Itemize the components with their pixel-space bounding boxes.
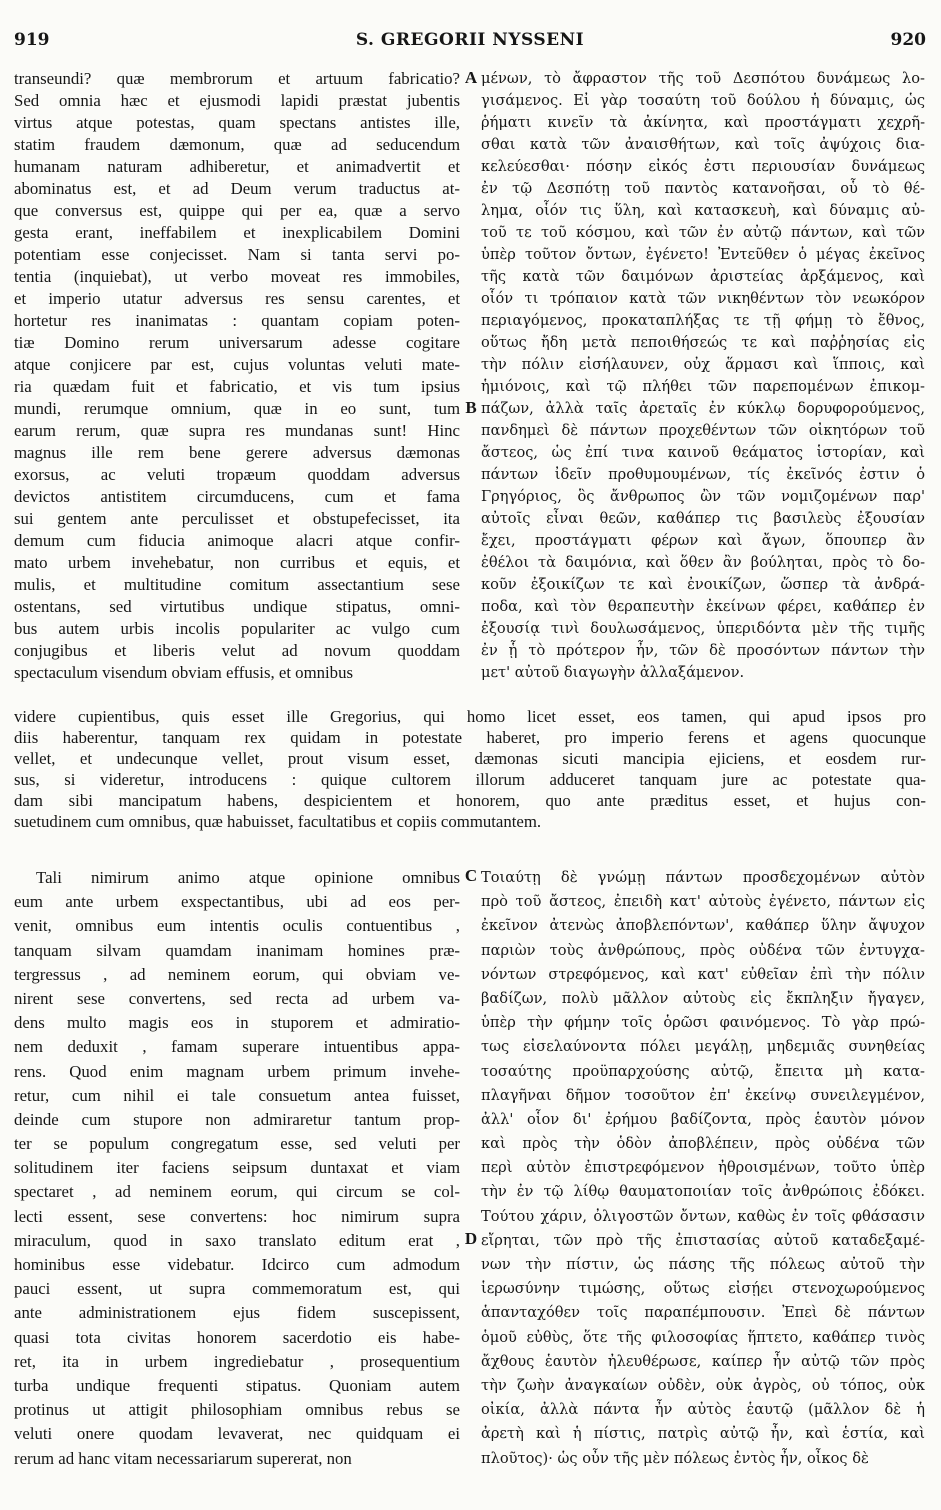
greek-line: κελεύεσθαι· πόσην εἰκός ἐστι περιουσίαν δυνάμεως [481, 158, 925, 175]
greek-column-top [481, 68, 925, 684]
latin-line: Sed omnia hæc et ejusmodi lapidi præstat jubentis [14, 91, 460, 110]
latin-full-line: vellet, et undecunque vellet, prout visum esset, dæmonas sicuti mancipia ejiciens, et eosdem rur- [14, 749, 926, 769]
latin-line: ante administrationem ejus fidem suscepissent, [14, 1303, 460, 1323]
latin-line: spectaret , ad neminem eorum, qui circum se col- [14, 1182, 460, 1202]
latin-full-width-block [14, 706, 926, 833]
latin-line: exorsus, ac veluti tropæum quoddam adversus [14, 465, 460, 484]
greek-line: Γρηγόριος, ὃς ἄνθρωπος ὢν τῶν νομιζομένων παρ' [481, 488, 925, 505]
greek-line: εἴρηται, τῶν πρὸ τῆς ἐπιστασίας αὐτοῦ καταδεξαμέ- [481, 1231, 925, 1249]
latin-line: mulis, et multitudine comitum assectantium sese [14, 575, 460, 594]
greek-line: ἐν ᾗ τὸ πρότερον ἦν, τῶν δὲ προσόντων πάντων τὴν [481, 642, 925, 659]
latin-column-bottom [14, 866, 460, 1471]
greek-line: πανδημεὶ δὲ πάντων προχεθέντων τῶν οἰκητόρων τοῦ [481, 422, 925, 439]
latin-line: hortetur res inanimatas : quantam copiam poten- [14, 311, 460, 330]
greek-line: περιαγόμενος, προκαταπλήξας τε τῇ φήμῃ τὸ ἔθνος, [481, 312, 925, 329]
latin-line: rens. Quod enim magnam urbem primum invehe- [14, 1061, 460, 1081]
latin-line: pauci essent, ut supra commemoratum est, qui [14, 1279, 460, 1299]
greek-column-bottom [481, 866, 925, 1471]
latin-line: tergressus , ad neminem eorum, qui obviam ve- [14, 964, 460, 984]
greek-line: περὶ αὐτὸν ἐπιστρεφόμενον ἠθροισμένων, τοῦτο ὑπὲρ [481, 1159, 925, 1177]
latin-line: turba undique frequenti stipatus. Quoniam autem [14, 1375, 460, 1395]
greek-line: λημα, οἷόν τις ὕλη, καὶ κατασκευὴ, καὶ δύναμις αὐ- [481, 202, 925, 219]
greek-line: ὁμοῦ εὐθὺς, ὅτε τῆς φιλοσοφίας ἥπτετο, καθάπερ τινὸς [481, 1328, 925, 1346]
latin-line: virtus atque potestas, quam spectans antistes ille, [14, 113, 460, 132]
latin-line: miraculum, quod in saxo translato editum erat , [14, 1230, 460, 1250]
latin-line: hominibus esse videbatur. Idcirco cum admodum [14, 1255, 460, 1274]
latin-line: magnus ille rem bene gerere adversus dæmonas [14, 443, 460, 462]
greek-line: πρὸ τοῦ ἄστεος, ἐπειδὴ κατ' αὐτοὺς ἐγένετο, πάντων εἰς [481, 893, 925, 911]
latin-line: tiæ Domino rerum universarum adesse cogitare [14, 333, 460, 352]
greek-line: τὴν πόλιν εἰσήλαυνεν, οὐχ ἅρμασι καὶ ἵπποις, καὶ [481, 356, 925, 373]
greek-line: οἰκία, ἀλλὰ πάντα ἦν αὐτὸς ἑαυτῷ (μᾶλλον δὲ ἡ [481, 1401, 925, 1419]
latin-line: Tali nimirum animo atque opinione omnibus [36, 868, 460, 887]
latin-line: abominatus est, et ad Deum verum traductus at- [14, 179, 460, 198]
section-marker-a: A [464, 68, 478, 87]
greek-line: οὕτως ἤδη μετὰ πεποιθήσεώς τε καὶ παῤῥησίας εἰς [481, 334, 925, 351]
latin-line: conjugibus et liberis velut ad novum quoddam [14, 641, 460, 660]
greek-line: νων τὴν πίστιν, ὡς πάσης τῆς πόλεως αὐτοῦ τὴν [481, 1256, 925, 1273]
greek-line: Τούτου χάριν, ὀλιγοστῶν ὄντων, καθὼς ἐν τοῖς φθάσασιν [481, 1207, 925, 1225]
latin-line: nem deduxit , famam superare intuentibus appa- [14, 1037, 460, 1057]
latin-full-line: videre cupientibus, quis esset ille Gregorius, qui homo licet esset, eos tamen, qui apud ipsos pro [14, 707, 926, 726]
latin-line: solitudinem iter faciens seipsum duntaxat et viam [14, 1158, 460, 1178]
latin-line: humanam naturam adhiberetur, et animadvertit et [14, 157, 460, 176]
latin-line: transeundi? quæ membrorum et artuum fabricatio? [14, 69, 460, 88]
latin-full-line: suetudinem cum omnibus, quæ habuisset, facultatibus et copiis commutantem. [14, 812, 542, 832]
page-header [14, 30, 926, 60]
running-title: S. GREGORII NYSSENI [355, 30, 585, 50]
greek-line: τὴν ἐν τῷ λίθῳ θαυματοποιίαν τοῖς ἀνθρώποις ἐδόκει. [481, 1183, 925, 1201]
greek-line: ἡμιόνοις, καὶ τῷ πλήθει τῶν παρεπομένων ἐπικομ- [481, 378, 925, 395]
greek-line: τως εἰσελαύνοντα πόλει μεγάλῃ, μηδεμιᾶς συνηθείας [481, 1038, 925, 1056]
latin-line: demum cum fiducia animoque alacri atque confir- [14, 531, 460, 550]
section-marker-b: B [465, 398, 477, 417]
greek-line: Τοιαύτῃ δὲ γνώμῃ πάντων προσδεχομένων αὐτὸν [481, 869, 925, 886]
latin-full-line: diis haberentur, tanquam rex quidam in potestate haberet, pro imperio ferens et agens quocunque [14, 728, 926, 748]
greek-line: ἀλλ' οἷον δι' ἐρήμου βαδίζοντα, πρὸς ἑαυτὸν μόνον [481, 1110, 925, 1128]
greek-line: ποδα, καὶ τὸν θεραπευτὴν ἐκείνων φέρει, καθάπερ ἐν [481, 598, 925, 615]
latin-line: devictos antistitem circumducens, cum et fama [14, 487, 460, 506]
latin-line: retur, cum nihil ei tale consuetum antea fuisset, [14, 1085, 460, 1105]
greek-line: καὶ πρὸς τὴν ὁδὸν ἀποβλέπειν, πρὸς οὐδένα τῶν [481, 1135, 925, 1153]
greek-line: ὑπὲρ τὴν φήμην τοῖς ὁρῶσι φαινόμενος. Τὸ γὰρ πρώ- [481, 1014, 925, 1032]
latin-line: mato urbem invehebatur, non curribus et equis, et [14, 553, 460, 572]
greek-line: ἄχθους ἑαυτὸν ἠλευθέρωσε, καίπερ ἦν αὐτῷ τῶν πρὸς [481, 1352, 925, 1370]
latin-line: ria quædam fuit et fabricatio, et vis tum ipsius [14, 377, 460, 396]
latin-line: protinus ut attigit philosophiam omnibus rebus se [14, 1400, 460, 1420]
greek-line: πάντων ἰδεῖν προθυμουμένων, τίς ἐκεῖνός ἐστιν ὁ [481, 466, 925, 483]
latin-line: spectaculum visendum obviam effusis, et omnibus [14, 663, 353, 682]
greek-line: βαδίζων, πολὺ μᾶλλον αὐτοὺς εἰς ἔκπληξιν ἤγαγεν, [481, 989, 925, 1007]
latin-line: tanquam silvam quamdam inanimam homines præ- [14, 940, 460, 960]
greek-line: ὑπὲρ τοῦτον ὄντων, ἐγένετο! Ἐντεῦθεν ὁ μέγας ἐκεῖνος [481, 246, 925, 263]
latin-line: sui gentem ante perculisset et obstupefecisset, ita [14, 509, 460, 528]
latin-line: mundi, rerumque omnium, quæ in eo sunt, tum [14, 399, 460, 418]
greek-line: πάζων, ἀλλὰ ταῖς ἀρεταῖς ἐν κύκλῳ δορυφορούμενος, [481, 400, 925, 417]
greek-line: ἱερωσύνην τιμώσης, οὕτως εἰσῄει στενοχωρούμενος [481, 1280, 925, 1298]
page-number-right: 920 [890, 30, 926, 50]
latin-line: statim fraudem dæmonum, quæ ad seducendum [14, 135, 460, 154]
latin-full-line: sus, si videretur, introducens : quique cultorem illorum adduceret tanquam jure ac potestate qua- [14, 770, 926, 790]
greek-line: ἄστεος, ὡς ἐπί τινα καινοῦ θεάματος ἱστορίαν, καὶ [481, 444, 925, 461]
latin-full-line: dam sibi mancipatum habens, despicientem et honorem, quo ante præditus esset, et hujus con- [14, 791, 926, 811]
latin-line: ostentans, sed virtutibus undique stipatus, omni- [14, 597, 460, 616]
latin-column-top [14, 68, 460, 684]
latin-line: ret, ita in urbem ingrediebatur , prosequentium [14, 1351, 460, 1371]
latin-line: et imperio utatur adversus res sensu carentes, et [14, 289, 460, 308]
greek-line: νόντων στρεφόμενος, καὶ κατ' εὐθεῖαν ἐπὶ τὴν πόλιν [481, 965, 925, 983]
latin-line: potentiam esse conjecisset. Nam si tanta servi po- [14, 245, 460, 264]
greek-line: ἐν τῷ Δεσπότῃ τοῦ παντὸς κατανοῆσαι, οὗ τὸ θέ- [481, 180, 925, 197]
section-marker-c: C [464, 866, 478, 885]
greek-line: ἀρετὴ καὶ ἡ πίστις, πατρὶς αὐτῷ ἦν, καὶ ἑστία, καὶ [481, 1425, 925, 1443]
greek-line: μένων, τὸ ἄφραστον τῆς τοῦ Δεσπότου δυνάμεως λο- [481, 70, 925, 87]
latin-line: veluti onere quodam levaverat, nec quidquam ei [14, 1424, 460, 1444]
latin-line: lecti essent, sese convertens: hoc nimirum supra [14, 1206, 460, 1226]
greek-line: παριὼν τοὺς ἀνθρώπους, πρὸς οὐδένα τῶν ἐντυγχα- [481, 941, 925, 959]
greek-line: τὴν ζωὴν ἀναγκαίων οὐδὲν, οὐκ ἀγρὸς, οὐ τόπος, οὐκ [481, 1376, 925, 1394]
greek-line: ἁπανταχόθεν τοῖς παραπέμπουσιν. Ἐπεὶ δὲ πάντων [481, 1304, 925, 1322]
latin-line: bus autem urbis incolis populariter ac vulgo cum [14, 619, 460, 638]
greek-line: πλαγῆναι δῆμον τοσοῦτον ἐπ' ἐκείνῳ συνειλεγμένον, [481, 1086, 925, 1104]
greek-line: ἔχει, προστάγματι φέρων καὶ ἄγων, ὅπουπερ ἂν [481, 532, 925, 549]
greek-line: ῥήματι κινεῖν τὰ ἀκίνητα, καὶ προστάγματι χεχρῆ- [481, 114, 925, 131]
greek-line: ἐθέλοι τὰ δαιμόνια, καὶ ὅθεν ἂν βούληται, πρὸς τὸ δο- [481, 554, 925, 571]
latin-line: earum rerum, quæ supra res mundanas sunt! Hinc [14, 421, 460, 440]
latin-line: gesta erant, ineffabilem et inexplicabilem Domini [14, 223, 460, 242]
latin-line: rerum ad hanc vitam necessariarum supererat, non [14, 1448, 352, 1468]
latin-line: quasi tota civitas honorem sacerdotio eis habe- [14, 1327, 460, 1347]
greek-line: γισάμενος. Εἰ γὰρ τοσαύτη τοῦ δούλου ἡ δύναμις, ὡς [481, 92, 925, 109]
page-number-left: 919 [14, 30, 50, 50]
greek-line: τῆς κατὰ τῶν δαιμόνων ἀριστείας ἀρξάμενος, καὶ [481, 268, 925, 285]
greek-line: πλοῦτος)· ὡς οὖν τῆς μὲν πόλεως ἐντὸς ἦν, οἶκος δὲ [481, 1449, 869, 1467]
greek-line: μετ' αὐτοῦ διαγωγὴν ἀλλαξάμενον. [481, 664, 745, 681]
latin-line: nirent sese convertens, sed recta ad urbem va- [14, 988, 460, 1008]
latin-line: deinde cum stupore non admiraretur tantum prop- [14, 1109, 460, 1129]
greek-line: τοσαύτης προϋπαρχούσης αὐτῷ, ἔπειτα μὴ κατα- [481, 1062, 925, 1080]
greek-line: κοῦν ἐξοικίζων τε καὶ ἐνοικίζων, ὥσπερ τὰ ἀνδρά- [481, 576, 925, 593]
section-marker-d: D [464, 1229, 478, 1248]
greek-line: οἷόν τι τρόπαιον κατὰ τῶν νικηθέντων τὸν νεωκόρον [481, 290, 925, 307]
latin-line: que conversus est, quippe qui per ea, quæ a servo [14, 201, 460, 220]
greek-line: σθαι κατὰ τῶν ἀναισθήτων, καὶ τοῖς ἀψύχοις δια- [481, 136, 925, 153]
latin-line: ter se populum congregatum esse, sed veluti per [14, 1134, 460, 1154]
greek-line: ἐκεῖνον ἀτενὼς ἀποβλεπόντων', καθάπερ ὕλην ἄψυχον [481, 917, 925, 935]
latin-line: dens multo magis eos in stuporem et admiratio- [14, 1013, 460, 1033]
latin-line: tentia (inquiebat), ut verbo moveat res immobiles, [14, 267, 460, 286]
latin-line: atque conjicere par est, cujus voluntas veluti mate- [14, 355, 460, 374]
greek-line: ἐξουσίᾳ τινὶ δουλωσάμενος, ὑπεριδόντα μὲν τῆς τιμῆς [481, 620, 925, 637]
greek-line: αὐτοῖς εἶναι θεῶν, καθάπερ τις βασιλεὺς ἐξουσίαν [481, 510, 925, 527]
latin-line: venit, omnibus eum intentis oculis contuentibus , [14, 916, 460, 936]
latin-line: eum ante urbem exspectantibus, ubi ad eos per- [14, 892, 460, 912]
greek-line: τοῦ τε τοῦ κόσμου, καὶ τῶν ἐν αὐτῷ πάντων, καὶ τῶν [481, 224, 925, 241]
